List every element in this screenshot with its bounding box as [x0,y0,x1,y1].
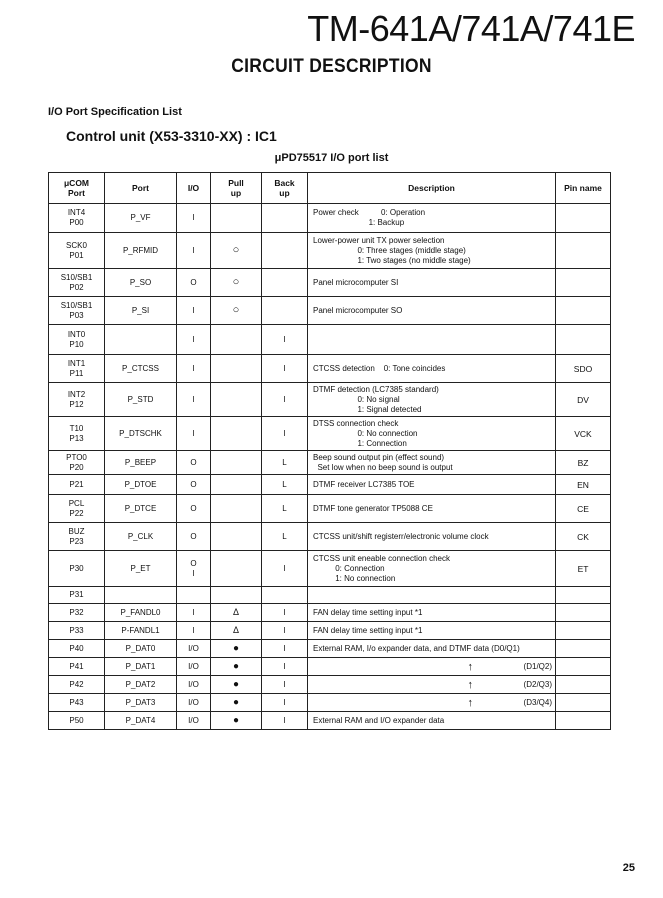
pull-up-cell [211,269,262,297]
description-cell [308,325,556,355]
io-cell: I [177,622,211,640]
table-body [49,204,611,730]
back-up-cell [262,204,308,233]
back-up-cell: I [262,676,308,694]
pin-name-cell [556,204,611,233]
pull-up-cell [211,475,262,495]
port-cell [105,587,177,604]
port-cell: P-FANDL1 [105,622,177,640]
port-cell: P_DTSCHK [105,417,177,451]
ditto-arrow-icon: ↑ [467,678,473,691]
io-cell: I [177,417,211,451]
back-up-cell: I [262,417,308,451]
io-cell: I [177,325,211,355]
pull-up-cell [211,297,262,325]
back-up-cell: I [262,694,308,712]
col-ucom-port-header: μCOM Port [49,173,105,204]
table-row [49,658,611,676]
port-cell: P_CLK [105,523,177,551]
ucom-port-cell: P31 [49,587,105,604]
io-cell [177,587,211,604]
ucom-port-cell: P21 [49,475,105,495]
pull-up-cell [211,622,262,640]
ucom-port-cell: P33 [49,622,105,640]
table-row [49,640,611,658]
pull-up-cell [211,451,262,475]
pull-up-cell [211,383,262,417]
unit-title: Control unit (X53-3310-XX) : IC1 [66,128,277,144]
back-up-cell: I [262,640,308,658]
description-cell: Beep sound output pin (effect sound) Set low when no beep sound is output [308,451,556,475]
pin-name-cell: CK [556,523,611,551]
table-row [49,451,611,475]
table-row [49,523,611,551]
pull-up-filled-dot-icon: ● [232,678,240,690]
ucom-port-cell: SCK0 P01 [49,233,105,269]
io-cell: I/O [177,658,211,676]
ucom-port-cell: INT4 P00 [49,204,105,233]
col-description-header: Description [308,173,556,204]
description-cell: Power check 0: Operation 1: Backup [308,204,556,233]
io-cell: O [177,495,211,523]
table-row [49,712,611,730]
col-pull-up-header: Pull up [211,173,262,204]
pin-name-cell [556,640,611,658]
list-title: μPD75517 I/O port list [274,152,389,164]
back-up-cell: I [262,383,308,417]
io-port-table [48,172,611,730]
pin-name-cell: VCK [556,417,611,451]
ucom-port-cell: BUZ P23 [49,523,105,551]
table-row [49,355,611,383]
port-cell: P_DAT4 [105,712,177,730]
port-cell: P_DTOE [105,475,177,495]
back-up-cell: I [262,551,308,587]
pull-up-open-circle-icon: ○ [232,276,240,288]
back-up-cell: I [262,355,308,383]
description-cell: CTCSS unit/shift registerr/electronic volume clock [308,523,556,551]
pull-up-open-circle-icon: ○ [232,304,240,316]
ucom-port-cell: P50 [49,712,105,730]
back-up-cell: I [262,604,308,622]
port-cell: P_DTCE [105,495,177,523]
back-up-cell [262,587,308,604]
table-row [49,587,611,604]
table-row [49,204,611,233]
back-up-cell [262,269,308,297]
ucom-port-cell: P41 [49,658,105,676]
description-cell: DTMF receiver LC7385 TOE [308,475,556,495]
table-header-row [49,173,611,204]
pull-up-cell [211,417,262,451]
ditto-arrow-icon: ↑ [467,660,473,673]
model-number: TM-641A/741A/741E [307,8,635,49]
ucom-port-cell: P32 [49,604,105,622]
ucom-port-cell: PCL P22 [49,495,105,523]
port-cell: P_DAT3 [105,694,177,712]
pin-name-cell: SDO [556,355,611,383]
pull-up-cell [211,640,262,658]
table-row [49,694,611,712]
table-row [49,622,611,640]
io-cell: I/O [177,712,211,730]
table-row [49,383,611,417]
pull-up-triangle-icon: Δ [232,607,239,617]
pin-name-cell: BZ [556,451,611,475]
io-cell: O [177,269,211,297]
io-cell: I [177,204,211,233]
port-cell [105,325,177,355]
pull-up-cell [211,587,262,604]
description-cell: Lower-power unit TX power selection 0: Three stages (middle stage) 1: Two stages (no middle stage) [308,233,556,269]
ditto-arrow-icon: ↑ [467,696,473,709]
pull-up-cell [211,712,262,730]
ucom-port-cell: PTO0 P20 [49,451,105,475]
ucom-port-cell: P40 [49,640,105,658]
pin-name-cell [556,694,611,712]
description-cell: FAN delay time setting input *1 [308,622,556,640]
description-cell: DTSS connection check 0: No connection 1: Connection [308,417,556,451]
ucom-port-cell: S10/SB1 P02 [49,269,105,297]
table-row [49,475,611,495]
ucom-port-cell: P42 [49,676,105,694]
io-cell: I [177,383,211,417]
table-row [49,325,611,355]
pull-up-cell [211,495,262,523]
description-cell: ↑ (D2/Q3) [308,676,556,694]
pin-name-cell: DV [556,383,611,417]
io-cell: O [177,451,211,475]
pin-name-cell [556,297,611,325]
port-cell: P_VF [105,204,177,233]
back-up-cell: I [262,712,308,730]
pull-up-filled-dot-icon: ● [232,660,240,672]
pin-name-cell [556,622,611,640]
description-cell [308,587,556,604]
io-cell: I [177,355,211,383]
table-row [49,233,611,269]
pull-up-filled-dot-icon: ● [232,714,240,726]
back-up-cell: L [262,523,308,551]
pin-name-cell: EN [556,475,611,495]
port-cell: P_SI [105,297,177,325]
col-back-up-header: Back up [262,173,308,204]
pin-name-cell [556,604,611,622]
pin-name-cell: CE [556,495,611,523]
ucom-port-cell: P30 [49,551,105,587]
pull-up-cell [211,355,262,383]
pull-up-triangle-icon: Δ [232,625,239,635]
description-cell: Panel microcomputer SO [308,297,556,325]
description-cell: FAN delay time setting input *1 [308,604,556,622]
back-up-cell: L [262,495,308,523]
port-cell: P_BEEP [105,451,177,475]
pin-name-cell: ET [556,551,611,587]
table-row [49,417,611,451]
back-up-cell [262,297,308,325]
port-cell: P_DAT2 [105,676,177,694]
ucom-port-cell: INT1 P11 [49,355,105,383]
pin-name-cell [556,233,611,269]
ucom-port-cell: S10/SB1 P03 [49,297,105,325]
pin-name-cell [556,269,611,297]
port-cell: P_RFMID [105,233,177,269]
pull-up-cell [211,676,262,694]
col-io-header: I/O [177,173,211,204]
table-row [49,676,611,694]
description-cell: CTCSS unit eneable connection check 0: Connection 1: No connection [308,551,556,587]
io-cell: I/O [177,640,211,658]
io-cell: I [177,604,211,622]
table-row [49,551,611,587]
ucom-port-cell: T10 P13 [49,417,105,451]
pull-up-filled-dot-icon: ● [232,642,240,654]
pull-up-cell [211,551,262,587]
back-up-cell: L [262,451,308,475]
port-cell: P_DAT1 [105,658,177,676]
ucom-port-cell: P43 [49,694,105,712]
back-up-cell [262,233,308,269]
page-number: 25 [622,862,635,874]
description-cell: External RAM and I/O expander data [308,712,556,730]
back-up-cell: I [262,622,308,640]
port-cell: P_ET [105,551,177,587]
description-cell: ↑ (D1/Q2) [308,658,556,676]
pull-up-cell [211,325,262,355]
description-cell: External RAM, I/o expander data, and DTMF data (D0/Q1) [308,640,556,658]
port-cell: P_SO [105,269,177,297]
port-cell: P_STD [105,383,177,417]
pull-up-cell [211,694,262,712]
table-row [49,604,611,622]
col-pin-name-header: Pin name [556,173,611,204]
pin-name-cell [556,658,611,676]
table-row [49,297,611,325]
pin-name-cell [556,712,611,730]
pull-up-cell [211,658,262,676]
table-row [49,495,611,523]
pull-up-cell [211,204,262,233]
io-cell: I/O [177,694,211,712]
section-title: I/O Port Specification List [48,106,182,118]
pull-up-cell [211,523,262,551]
ucom-port-cell: INT2 P12 [49,383,105,417]
io-cell: I [177,297,211,325]
pull-up-cell [211,233,262,269]
pin-name-cell [556,325,611,355]
description-cell: CTCSS detection 0: Tone coincides [308,355,556,383]
table-row [49,269,611,297]
pin-name-cell [556,676,611,694]
port-cell: P_CTCSS [105,355,177,383]
page-title: CIRCUIT DESCRIPTION [231,56,432,77]
io-cell: I/O [177,676,211,694]
pull-up-filled-dot-icon: ● [232,696,240,708]
back-up-cell: L [262,475,308,495]
port-cell: P_FANDL0 [105,604,177,622]
col-port-header: Port [105,173,177,204]
description-cell: ↑ (D3/Q4) [308,694,556,712]
back-up-cell: I [262,658,308,676]
description-cell: DTMF tone generator TP5088 CE [308,495,556,523]
description-cell: Panel microcomputer SI [308,269,556,297]
ucom-port-cell: INT0 P10 [49,325,105,355]
io-cell: I [177,233,211,269]
port-cell: P_DAT0 [105,640,177,658]
description-cell: DTMF detection (LC7385 standard) 0: No signal 1: Signal detected [308,383,556,417]
pin-name-cell [556,587,611,604]
io-cell: O [177,475,211,495]
back-up-cell: I [262,325,308,355]
io-cell: O I [177,551,211,587]
pull-up-cell [211,604,262,622]
pull-up-open-circle-icon: ○ [232,244,240,256]
io-cell: O [177,523,211,551]
